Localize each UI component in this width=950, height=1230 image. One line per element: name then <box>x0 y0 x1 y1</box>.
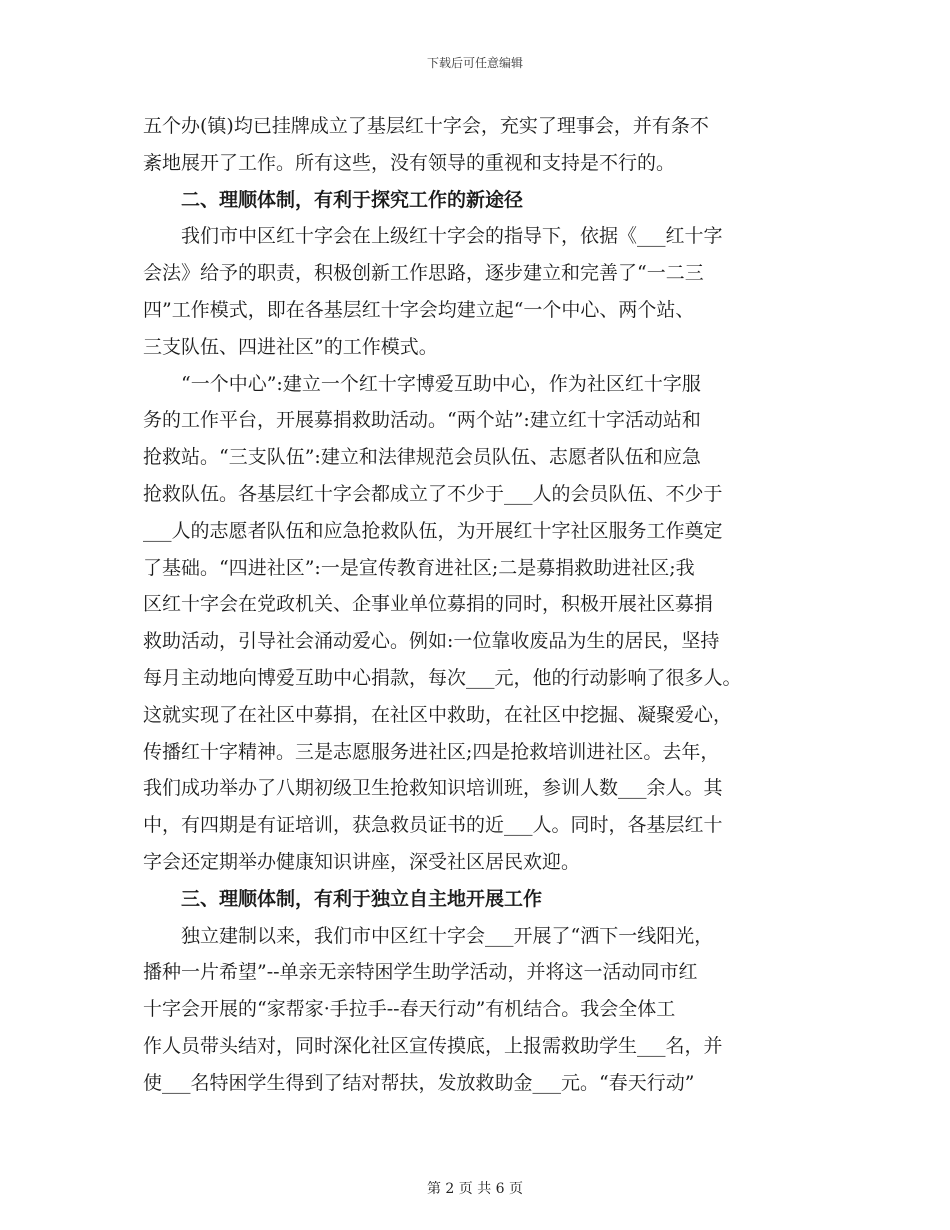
paragraph-line: 救助活动，引导社会涌动爱心。例如:一位靠收废品为生的居民，坚持 <box>143 630 720 653</box>
paragraph-line: 抢救队伍。各基层红十字会都成立了不少于___人的会员队伍、不少于 <box>143 482 723 505</box>
paragraph-line: 每月主动地向博爱互助中心捐款，每次___元，他的行动影响了很多人。 <box>143 666 742 689</box>
paragraph-line: “一个中心”:建立一个红十字博爱互助中心，作为社区红十字服 <box>143 372 701 395</box>
paragraph-line: 独立建制以来，我们市中区红十字会___开展了“洒下一线阳光， <box>143 924 714 947</box>
paragraph-line: 四”工作模式，即在各基层红十字会均建立起“一个中心、两个站、 <box>143 298 695 321</box>
paragraph-line: 三支队伍、四进社区”的工作模式。 <box>143 335 438 358</box>
paragraph-line: 播种一片希望”--单亲无亲特困学生助学活动，并将这一活动同市红 <box>143 961 698 984</box>
paragraph-line: ___人的志愿者队伍和应急抢救队伍，为开展红十字社区服务工作奠定 <box>143 519 723 542</box>
paragraph-line: 抢救站。“三支队伍”:建立和法律规范会员队伍、志愿者队伍和应急 <box>143 446 701 469</box>
paragraph-line: 我们市中区红十字会在上级红十字会的指导下，依据《___红十字 <box>143 225 723 248</box>
paragraph-line: 字会还定期举办健康知识讲座，深受社区居民欢迎。 <box>143 850 581 873</box>
paragraph-line: 会法》给予的职责，积极创新工作思路，逐步建立和完善了“一二三 <box>143 262 704 285</box>
paragraph-line: 我们成功举办了八期初级卫生抢救知识培训班，参训人数___余人。其 <box>143 777 723 800</box>
section-heading: 三、理顺体制，有利于独立自主地开展工作 <box>181 887 543 910</box>
paragraph-line: 十字会开展的“家帮家·手拉手--春天行动”有机结合。我会全体工 <box>143 998 676 1021</box>
paragraph-line: 了基础。“四进社区”:一是宣传教育进社区;二是募捐救助进社区;我 <box>143 556 695 579</box>
paragraph-line: 作人员带头结对，同时深化社区宣传摸底，上报需救助学生___名，并 <box>143 1034 723 1057</box>
paragraph-line: 中，有四期是有证培训，获急救员证书的近___人。同时，各基层红十 <box>143 814 723 837</box>
section-heading: 二、理顺体制，有利于探究工作的新途径 <box>181 188 524 211</box>
paragraph-line: 务的工作平台，开展募捐救助活动。“两个站”:建立红十字活动站和 <box>143 409 701 432</box>
paragraph-line: 使___名特困学生得到了结对帮扶，发放救助金___元。“春天行动” <box>143 1071 695 1094</box>
paragraph-line: 区红十字会在党政机关、企事业单位募捐的同时，积极开展社区募捐 <box>143 593 714 616</box>
document-body <box>143 108 815 1102</box>
page-header: 下载后可任意编辑 <box>426 56 523 70</box>
paragraph-line: 紊地展开了工作。所有这些，没有领导的重视和支持是不行的。 <box>143 151 676 174</box>
paragraph-line: 传播红十字精神。三是志愿服务进社区;四是抢救培训进社区。去年， <box>143 740 720 763</box>
paragraph-line: 这就实现了在社区中募捐，在社区中救助，在社区中挖掘、凝聚爱心， <box>143 703 733 726</box>
paragraph-line: 五个办(镇)均已挂牌成立了基层红十字会，充实了理事会，并有条不 <box>143 115 709 137</box>
page-footer: 第 2 页 共 6 页 <box>426 1181 524 1197</box>
